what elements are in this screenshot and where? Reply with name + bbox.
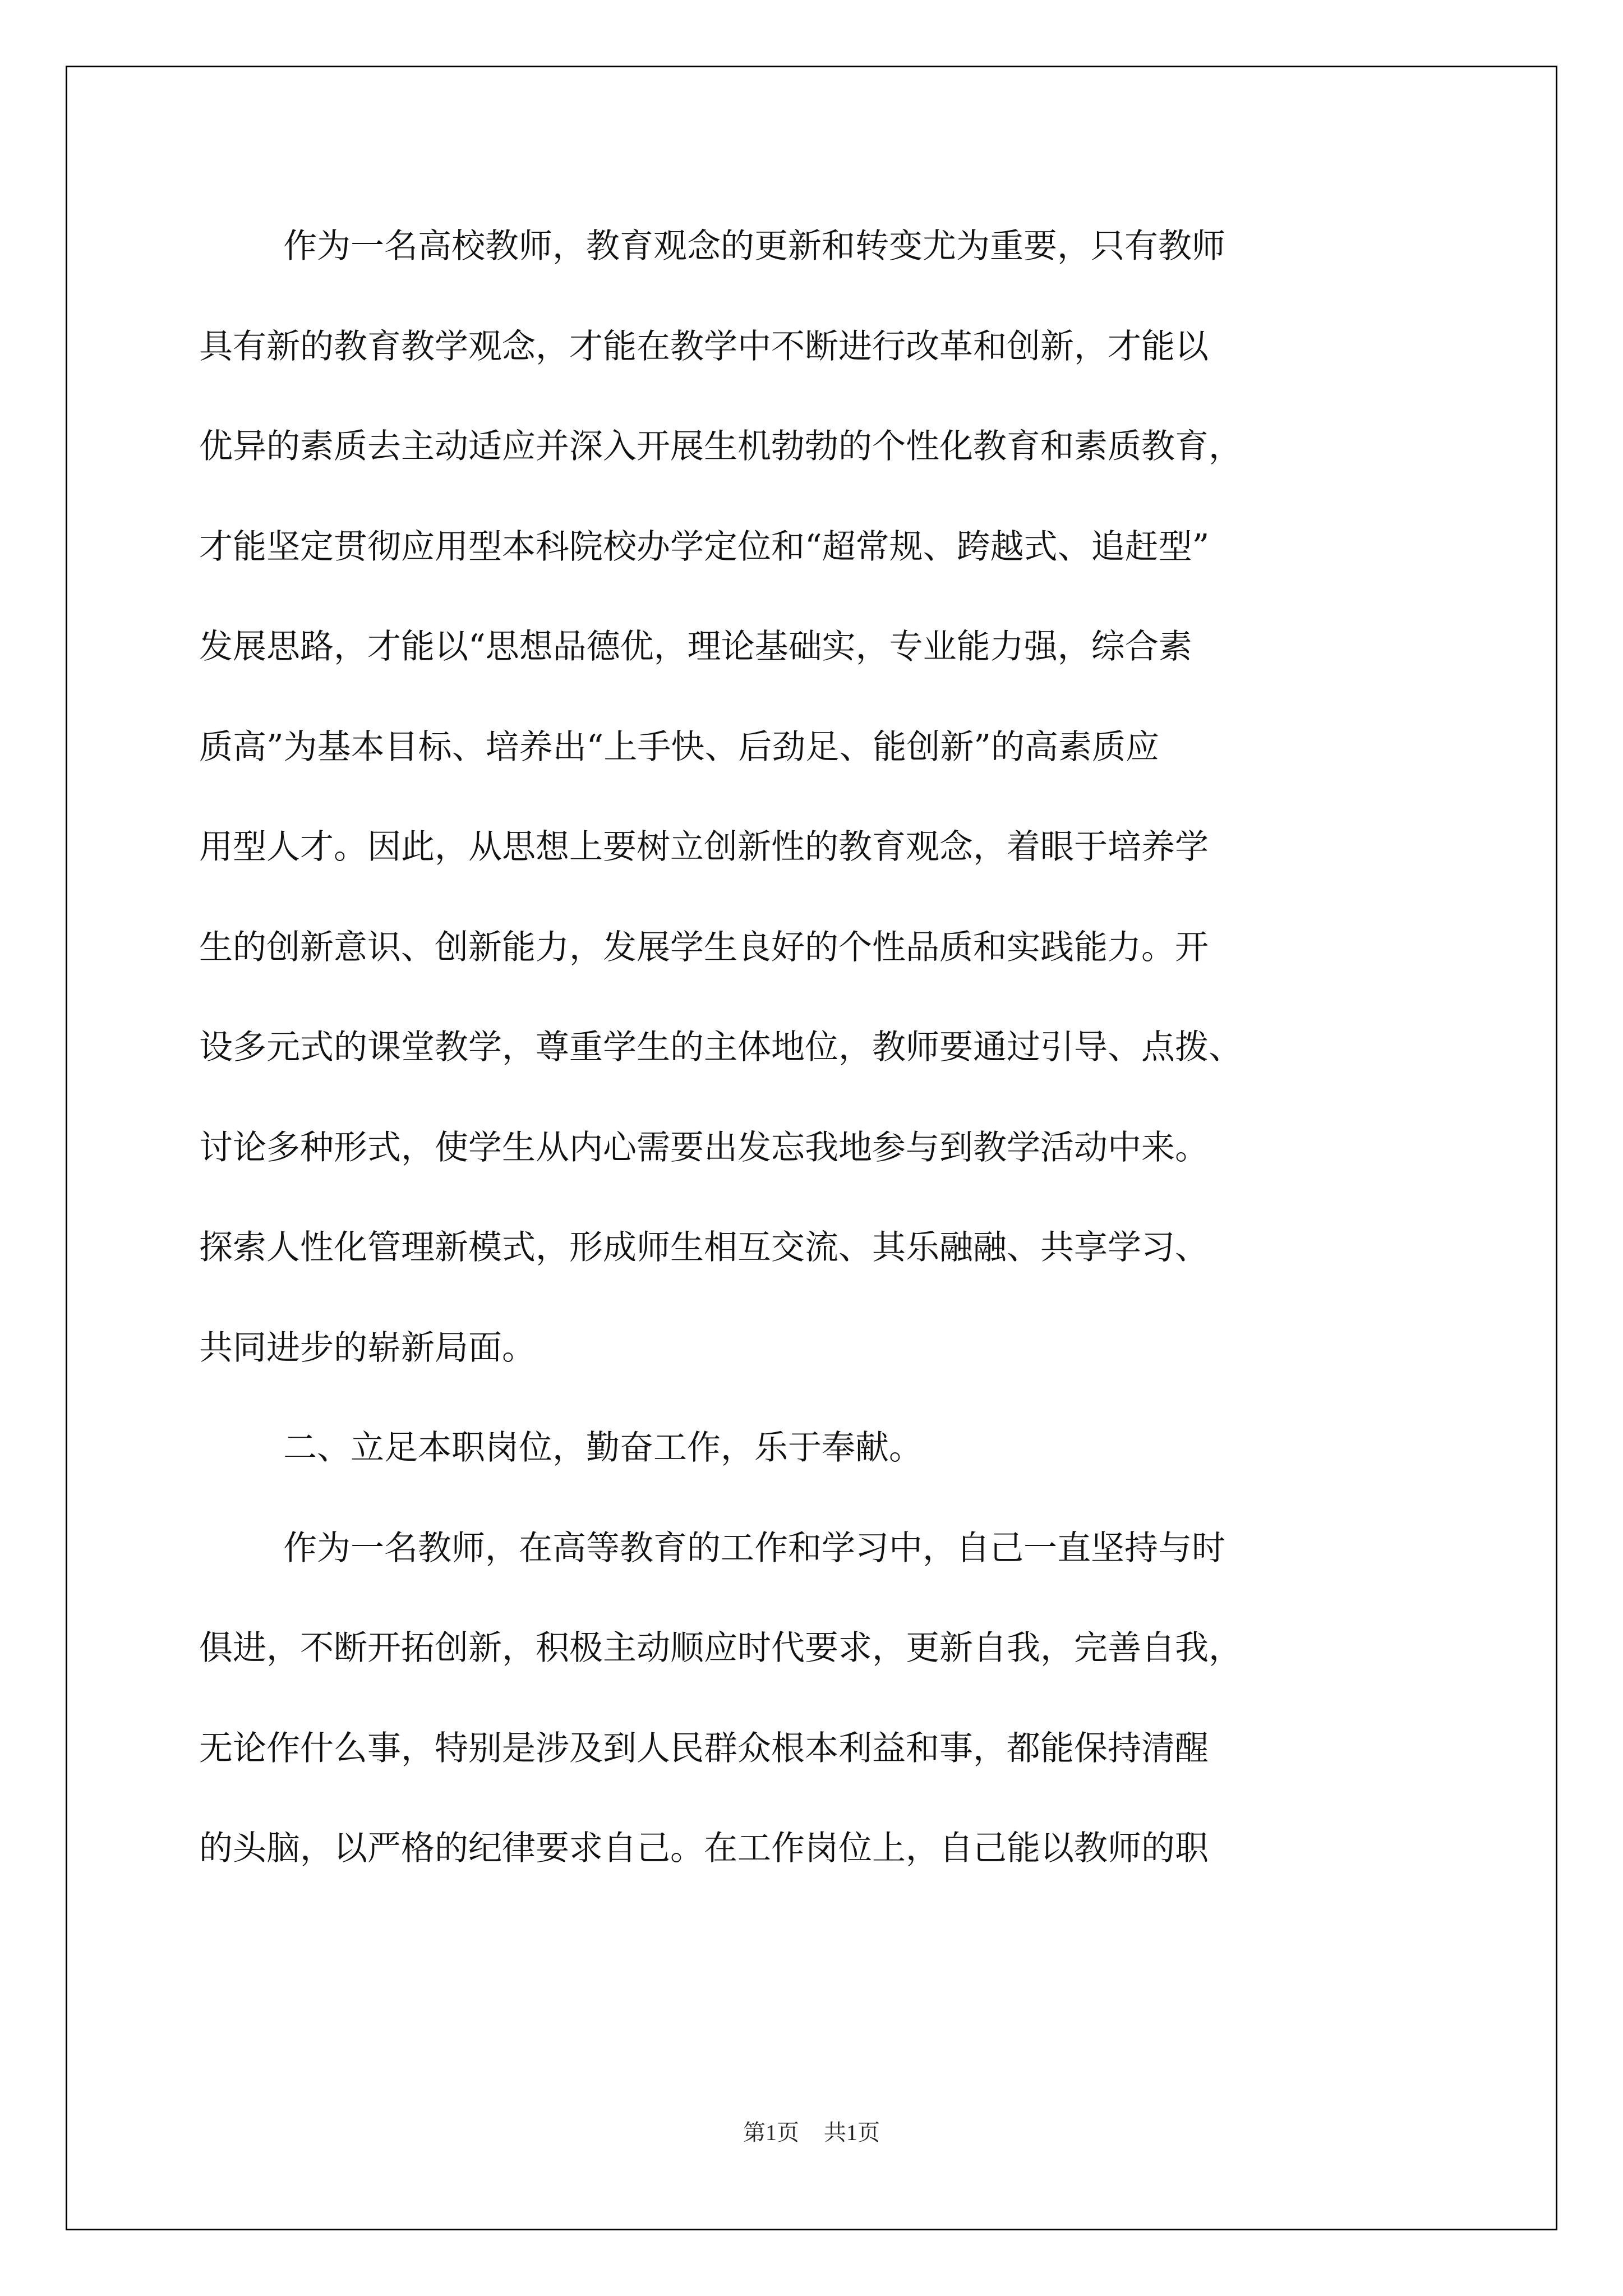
paragraph-line: 优异的素质去主动适应并深入开展生机勃勃的个性化教育和素质教育，	[199, 427, 1242, 466]
section-heading: 二、立足本职岗位，勤奋工作，乐于奉献。	[283, 1428, 923, 1467]
document-body	[199, 196, 1427, 1899]
paragraph-line: 才能坚定贯彻应用型本科院校办学定位和“超常规、跨越式、追赶型”	[199, 527, 1210, 567]
paragraph-line: 用型人才。因此，从思想上要树立创新性的教育观念，着眼于培养学	[199, 827, 1209, 867]
paragraph-line: 作为一名教师，在高等教育的工作和学习中，自己一直坚持与时	[283, 1528, 1225, 1568]
page-total: 共1页	[824, 2120, 880, 2145]
paragraph-line: 生的创新意识、创新能力，发展学生良好的个性品质和实践能力。开	[199, 927, 1209, 967]
paragraph-line: 设多元式的课堂教学，尊重学生的主体地位，教师要通过引导、点拨、	[199, 1028, 1242, 1067]
page-number: 第1页	[743, 2120, 799, 2145]
paragraph-line: 的头脑，以严格的纪律要求自己。在工作岗位上，自己能以教师的职	[199, 1829, 1209, 1868]
paragraph-line: 质高”为基本目标、培养出“上手快、后劲足、能创新”的高素质应	[199, 727, 1160, 767]
paragraph-line: 俱进，不断开拓创新，积极主动顺应时代要求，更新自我，完善自我，	[199, 1628, 1242, 1668]
paragraph-line: 共同进步的崭新局面。	[199, 1328, 536, 1368]
paragraph-line: 发展思路，才能以“思想品德优，理论基础实，专业能力强，综合素	[199, 627, 1192, 666]
page-footer	[0, 2115, 1623, 2147]
paragraph-line: 具有新的教育教学观念，才能在教学中不断进行改革和创新，才能以	[199, 326, 1209, 366]
paragraph-line: 讨论多种形式，使学生从内心需要出发忘我地参与到教学活动中来。	[199, 1128, 1209, 1167]
paragraph-line: 作为一名高校教师，教育观念的更新和转变尤为重要，只有教师	[283, 227, 1225, 266]
paragraph-line: 探索人性化管理新模式，形成师生相互交流、其乐融融、共享学习、	[199, 1228, 1209, 1267]
paragraph-line: 无论作什么事，特别是涉及到人民群众根本利益和事，都能保持清醒	[199, 1728, 1209, 1768]
